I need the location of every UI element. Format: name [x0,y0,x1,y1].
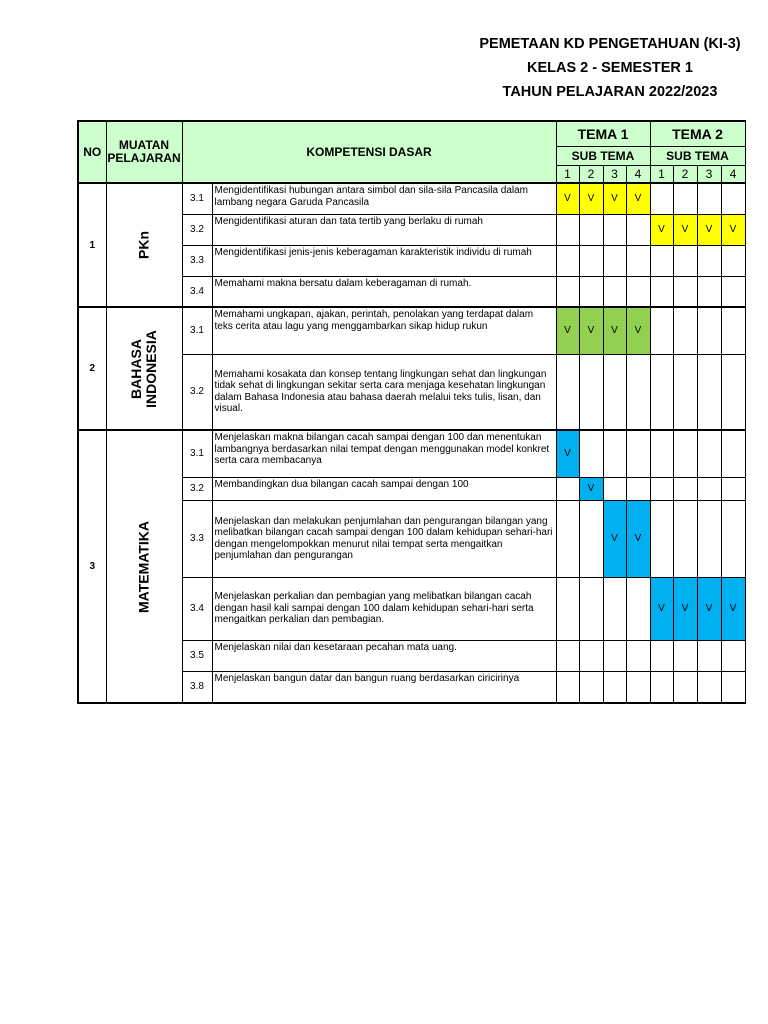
kd-code: 3.2 [182,214,212,245]
tema1-subtema-4-cell [626,214,650,245]
tema2-subtema-3-cell [697,245,721,276]
header-t1-sub-2: 2 [579,165,603,183]
tema2-subtema-3-cell [697,183,721,214]
tema1-subtema-4-cell [626,477,650,500]
tema2-subtema-2-cell [673,430,697,477]
subject-name [106,307,182,430]
header-subtema-1: SUB TEMA [556,146,650,165]
subject-name-line2: INDONESIA [143,329,159,408]
header-tema-2: TEMA 2 [650,121,745,146]
header-t1-sub-1: 1 [556,165,579,183]
tema1-subtema-4-cell [626,276,650,307]
tema2-subtema-1-cell [650,430,673,477]
table-row [78,430,745,477]
tema2-subtema-3-cell [697,307,721,354]
header-subtema-2: SUB TEMA [650,146,745,165]
tema1-subtema-1-cell [556,245,579,276]
tema2-subtema-1-cell [650,245,673,276]
tema2-subtema-3-cell [697,477,721,500]
kd-text: Memahami makna bersatu dalam keberagaman di rumah. [212,276,556,307]
tema1-subtema-4-cell: V [626,500,650,577]
kd-code: 3.1 [182,430,212,477]
tema2-subtema-4-cell [721,276,745,307]
tema2-subtema-2-cell [673,354,697,430]
tema1-subtema-4-cell: V [626,307,650,354]
subject-name [106,183,182,307]
header-t2-sub-1: 1 [650,165,673,183]
kd-code: 3.4 [182,577,212,640]
header-no: NO [78,121,106,183]
tema1-subtema-2-cell: V [579,477,603,500]
header-muatan-line1: MUATAN [118,138,170,152]
tema2-subtema-3-cell [697,430,721,477]
tema2-subtema-4-cell [721,430,745,477]
tema1-subtema-4-cell [626,245,650,276]
tema1-subtema-2-cell [579,577,603,640]
tema2-subtema-1-cell [650,183,673,214]
tema2-subtema-1-cell [650,640,673,671]
tema2-subtema-4-cell: V [721,214,745,245]
tema1-subtema-4-cell [626,577,650,640]
tema1-subtema-1-cell [556,500,579,577]
kd-text: Memahami kosakata dan konsep tentang lingkungan sehat dan lingkungan tidak sehat di lingkungan sekitar serta cara menjaga kesehatan lingkungan dalam Bahasa Indonesia atau bahasa daerah melalui teks tulis, lisan, dan visual. [212,354,556,430]
tema2-subtema-3-cell [697,671,721,703]
tema1-subtema-1-cell: V [556,307,579,354]
tema1-subtema-3-cell [603,214,626,245]
kd-text: Menjelaskan nilai dan kesetaraan pecahan mata uang. [212,640,556,671]
kd-code: 3.2 [182,477,212,500]
subject-number: 2 [78,307,106,430]
tema1-subtema-1-cell [556,214,579,245]
tema1-subtema-3-cell [603,577,626,640]
tema2-subtema-1-cell [650,671,673,703]
kd-code: 3.1 [182,307,212,354]
kd-code: 3.2 [182,354,212,430]
tema1-subtema-2-cell [579,671,603,703]
tema2-subtema-1-cell [650,354,673,430]
tema2-subtema-2-cell [673,640,697,671]
kd-text: Memahami ungkapan, ajakan, perintah, penolakan yang terdapat dalam teks cerita atau lagu yang menggambarkan sikap hidup rukun [212,307,556,354]
tema1-subtema-2-cell [579,276,603,307]
header-t2-sub-3: 3 [697,165,721,183]
header-kompetensi-dasar: KOMPETENSI DASAR [182,121,556,183]
tema2-subtema-4-cell [721,354,745,430]
tema1-subtema-2-cell: V [579,307,603,354]
tema2-subtema-4-cell [721,245,745,276]
kd-code: 3.5 [182,640,212,671]
tema1-subtema-3-cell [603,671,626,703]
header-t2-sub-2: 2 [673,165,697,183]
tema1-subtema-1-cell: V [556,183,579,214]
header-tema-1: TEMA 1 [556,121,650,146]
kd-text: Menjelaskan bangun datar dan bangun ruang berdasarkan ciricirinya [212,671,556,703]
subject-name [106,430,182,703]
subject-name-line1: BAHASA [128,338,144,399]
kd-code: 3.3 [182,245,212,276]
tema2-subtema-3-cell [697,276,721,307]
tema2-subtema-3-cell: V [697,214,721,245]
header-muatan-line2: PELAJARAN [107,151,181,165]
document-titles [420,32,768,104]
tema2-subtema-1-cell [650,307,673,354]
subject-name-line1: MATEMATIKA [135,520,152,613]
tema2-subtema-4-cell [721,640,745,671]
tema2-subtema-3-cell [697,354,721,430]
tema1-subtema-4-cell [626,430,650,477]
tema1-subtema-1-cell [556,477,579,500]
kd-code: 3.3 [182,500,212,577]
header-t2-sub-4: 4 [721,165,745,183]
tema1-subtema-1-cell [556,671,579,703]
tema1-subtema-3-cell: V [603,183,626,214]
tema1-subtema-1-cell [556,276,579,307]
tema1-subtema-4-cell [626,354,650,430]
kd-code: 3.8 [182,671,212,703]
title-line-3: TAHUN PELAJARAN 2022/2023 [502,84,718,100]
tema2-subtema-2-cell [673,477,697,500]
subject-name-line1: PKn [135,231,152,259]
tema1-subtema-1-cell: V [556,430,579,477]
tema1-subtema-3-cell [603,640,626,671]
tema2-subtema-1-cell [650,477,673,500]
tema1-subtema-1-cell [556,354,579,430]
kd-text: Mengidentifikasi hubungan antara simbol dan sila-sila Pancasila dalam lambang negara Garuda Pancasila [212,183,556,214]
tema2-subtema-3-cell [697,500,721,577]
tema1-subtema-3-cell [603,354,626,430]
tema2-subtema-4-cell [721,183,745,214]
kd-text: Mengidentifikasi jenis-jenis keberagaman karakteristik individu di rumah [212,245,556,276]
tema1-subtema-2-cell [579,640,603,671]
tema1-subtema-2-cell [579,214,603,245]
tema2-subtema-1-cell [650,500,673,577]
tema1-subtema-3-cell [603,477,626,500]
tema2-subtema-4-cell: V [721,577,745,640]
tema1-subtema-4-cell: V [626,183,650,214]
tema2-subtema-2-cell [673,245,697,276]
tema2-subtema-2-cell [673,671,697,703]
kd-text: Membandingkan dua bilangan cacah sampai dengan 100 [212,477,556,500]
tema2-subtema-2-cell: V [673,214,697,245]
tema2-subtema-1-cell: V [650,214,673,245]
tema1-subtema-2-cell [579,245,603,276]
header-t1-sub-3: 3 [603,165,626,183]
tema1-subtema-1-cell [556,577,579,640]
tema1-subtema-3-cell [603,245,626,276]
tema1-subtema-2-cell [579,354,603,430]
tema2-subtema-2-cell: V [673,577,697,640]
tema2-subtema-4-cell [721,307,745,354]
subject-number: 1 [78,183,106,307]
title-line-2: KELAS 2 - SEMESTER 1 [527,60,693,76]
kd-text: Mengidentifikasi aturan dan tata tertib yang berlaku di rumah [212,214,556,245]
title-line-1: PEMETAAN KD PENGETAHUAN (KI-3) [479,36,741,52]
tema1-subtema-2-cell [579,430,603,477]
tema2-subtema-2-cell [673,276,697,307]
tema1-subtema-3-cell [603,276,626,307]
kd-mapping-table [77,120,746,704]
tema2-subtema-1-cell: V [650,577,673,640]
header-t1-sub-4: 4 [626,165,650,183]
tema2-subtema-2-cell [673,307,697,354]
kd-text: Menjelaskan dan melakukan penjumlahan dan pengurangan bilangan yang melibatkan bilangan cacah sampai dengan 100 dalam kehidupan sehari-hari dengan mengelompokkan menurut nilai tempat serta mengaitkan penjumlahan dan pengurangan [212,500,556,577]
kd-text: Menjelaskan makna bilangan cacah sampai dengan 100 dan menentukan lambangnya berdasarkan nilai tempat dengan menggunakan model konkret serta cara membacanya [212,430,556,477]
tema2-subtema-3-cell: V [697,577,721,640]
table-row [78,307,745,354]
kd-code: 3.4 [182,276,212,307]
tema1-subtema-2-cell [579,500,603,577]
tema1-subtema-3-cell [603,430,626,477]
tema1-subtema-3-cell: V [603,307,626,354]
tema2-subtema-4-cell [721,500,745,577]
table-row [78,183,745,214]
tema2-subtema-4-cell [721,477,745,500]
kd-code: 3.1 [182,183,212,214]
subject-number: 3 [78,430,106,703]
header-muatan [106,121,182,183]
tema2-subtema-2-cell [673,500,697,577]
tema2-subtema-4-cell [721,671,745,703]
kd-text: Menjelaskan perkalian dan pembagian yang melibatkan bilangan cacah dengan hasil kali sampai dengan 100 dalam kehidupan sehari-hari serta mengaitkan perkalian dan pembagian. [212,577,556,640]
tema2-subtema-1-cell [650,276,673,307]
tema1-subtema-4-cell [626,671,650,703]
tema2-subtema-3-cell [697,640,721,671]
tema2-subtema-2-cell [673,183,697,214]
tema1-subtema-2-cell: V [579,183,603,214]
tema1-subtema-4-cell [626,640,650,671]
tema1-subtema-3-cell: V [603,500,626,577]
tema1-subtema-1-cell [556,640,579,671]
